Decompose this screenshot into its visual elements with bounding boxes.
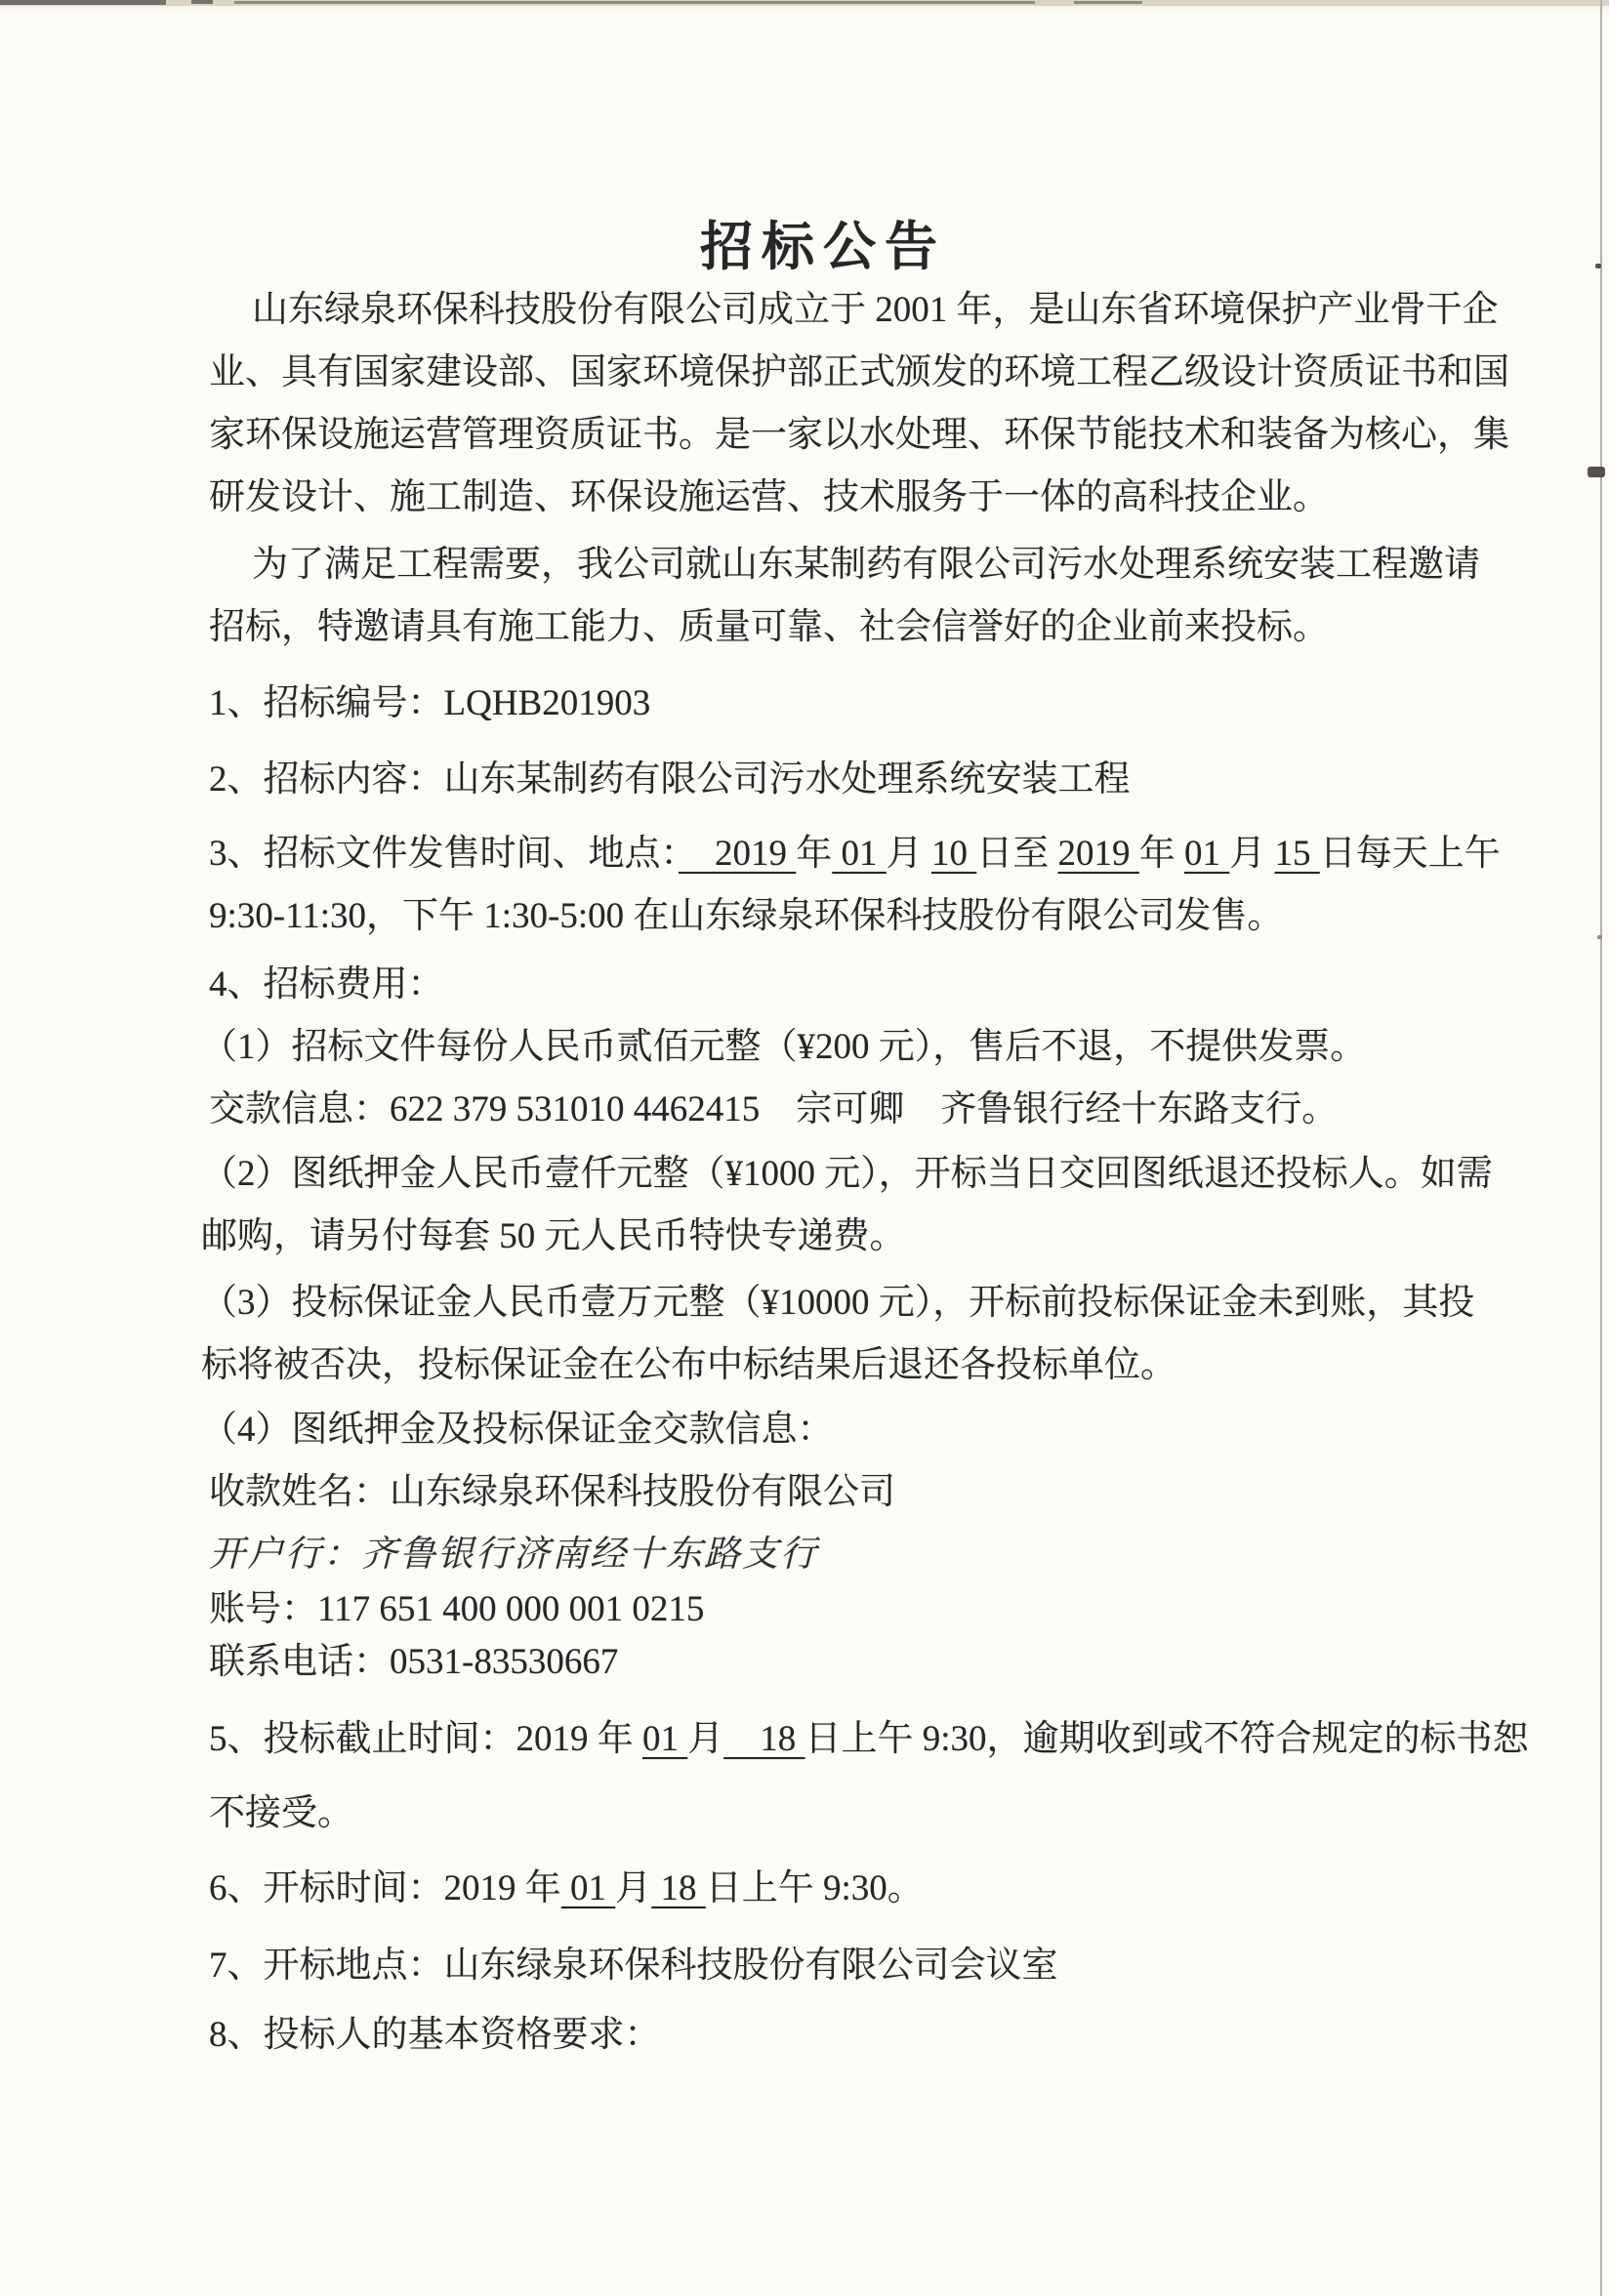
bid-deadline-item	[209, 1702, 1529, 1851]
bid-bond-subitem	[201, 1272, 1475, 1397]
document-blocks	[201, 279, 1529, 2072]
text-segment: 月	[1229, 834, 1275, 874]
bank-line	[209, 1524, 1437, 1586]
scan-artifact-speck	[1595, 264, 1601, 268]
text-line: 研发设计、施工制造、环保设施运营、技术服务于一体的高科技企业。	[209, 477, 1329, 517]
text-line: （2）图纸押金人民币壹仟元整（¥1000 元），开标当日交回图纸退还投标人。如需	[201, 1154, 1493, 1194]
text-segment: 年	[1138, 834, 1184, 874]
underlined-fill-in: 18	[651, 1868, 706, 1908]
underlined-fill-in: 15	[1274, 834, 1320, 874]
text-segment: 年	[796, 834, 833, 874]
scan-artifact-speck	[1588, 467, 1605, 477]
underlined-fill-in: 01	[1184, 834, 1230, 874]
underlined-fill-in: 10	[931, 834, 977, 874]
text-line: 9:30-11:30，下午 1:30-5:00 在山东绿泉环保科技股份有限公司发售。	[209, 896, 1284, 936]
text-line: 账号：117 651 400 000 001 0215	[209, 1589, 705, 1629]
text-line: 邮购，请另付每套 50 元人民币特快专递费。	[201, 1216, 906, 1256]
text-line: 不接受。	[209, 1793, 353, 1833]
text-line	[209, 1852, 1437, 1926]
text-line	[209, 823, 1501, 885]
text-segment: 日上午 9:30。	[705, 1868, 924, 1908]
text-segment: 5、投标截止时间：2019 年	[209, 1719, 642, 1759]
payment-info-line	[209, 1079, 1437, 1141]
underlined-fill-in: 01	[832, 834, 887, 874]
text-line: 家环保设施运营管理资质证书。是一家以水处理、环保节能技术和装备为核心，集	[209, 415, 1509, 455]
drawing-deposit-subitem	[201, 1143, 1493, 1268]
text-line: 8、投标人的基本资格要求：	[209, 2015, 661, 2055]
text-line: 业、具有国家建设部、国家环境保护部正式颁发的环境工程乙级设计资质证书和国	[209, 352, 1509, 392]
page-title: 招标公告	[700, 218, 946, 276]
underlined-fill-in: 2019	[679, 834, 797, 874]
text-segment: 日至	[976, 834, 1058, 874]
text-line: 联系电话：0531-83530667	[209, 1642, 619, 1682]
underlined-fill-in: 18	[723, 1719, 805, 1759]
text-line: 开户行：齐鲁银行济南经十东路支行	[209, 1535, 818, 1575]
text-line: （1）招标文件每份人民币贰佰元整（¥200 元），售后不退，不提供发票。	[201, 1027, 1367, 1067]
text-line: 为了满足工程需要，我公司就山东某制药有限公司污水处理系统安装工程邀请	[252, 545, 1480, 585]
text-segment: 月	[886, 834, 931, 874]
scan-artifact-dash	[0, 0, 166, 5]
scan-artifact-right-edge-line	[1600, 0, 1602, 2296]
underlined-fill-in: 2019	[1057, 834, 1139, 874]
text-line: 4、招标费用：	[209, 964, 444, 1004]
text-line: （3）投标保证金人民币壹万元整（¥10000 元），开标前投标保证金未到账，其投	[201, 1283, 1475, 1323]
underlined-fill-in: 01	[642, 1719, 688, 1759]
deposit-payment-info-subitem	[201, 1399, 1437, 1461]
intro-paragraph	[209, 279, 1509, 529]
bidder-qualification-item	[209, 1998, 1437, 2072]
text-segment: 3、招标文件发售时间、地点：	[209, 834, 679, 874]
document-sale-item	[209, 823, 1501, 948]
contact-phone-line	[209, 1631, 1437, 1694]
text-segment: 日每天上午	[1319, 834, 1501, 874]
invitation-paragraph	[209, 534, 1480, 659]
text-line: 山东绿泉环保科技股份有限公司成立于 2001 年，是山东省环境保护产业骨干企	[252, 290, 1499, 330]
payee-name-line	[209, 1461, 1437, 1524]
bid-opening-place-item	[209, 1929, 1437, 2003]
text-line: 招标，特邀请具有施工能力、质量可靠、社会信誉好的企业前来投标。	[209, 607, 1329, 647]
text-line: （4）图纸押金及投标保证金交款信息：	[201, 1410, 834, 1450]
text-segment: 日上午 9:30，逾期收到或不符合规定的标书恕	[804, 1719, 1529, 1759]
text-line: 收款姓名：山东绿泉环保科技股份有限公司	[209, 1472, 895, 1512]
tender-number-item	[209, 673, 1437, 735]
scan-artifact-speck	[1597, 935, 1602, 939]
tender-announcement-document	[201, 0, 1529, 2072]
text-line: 交款信息：622 379 531010 4462415 宗可卿 齐鲁银行经十东路支行。	[209, 1089, 1339, 1129]
bid-opening-time-item	[209, 1852, 1437, 1926]
text-line: 标将被否决，投标保证金在公布中标结果后退还各投标单位。	[201, 1345, 1176, 1385]
text-line: 2、招标内容：山东某制药有限公司污水处理系统安装工程	[209, 759, 1131, 800]
text-line: 7、开标地点：山东绿泉环保科技股份有限公司会议室	[209, 1946, 1058, 1986]
text-line	[209, 1702, 1529, 1777]
fee-document-subitem	[201, 1016, 1437, 1079]
tender-fee-item	[209, 954, 1437, 1016]
text-segment: 月	[687, 1719, 724, 1759]
tender-content-item	[209, 749, 1437, 811]
text-segment: 6、开标时间：2019 年	[209, 1868, 561, 1908]
text-segment: 月	[615, 1868, 652, 1908]
underlined-fill-in: 01	[560, 1868, 616, 1908]
text-line: 1、招标编号：LQHB201903	[209, 683, 651, 723]
